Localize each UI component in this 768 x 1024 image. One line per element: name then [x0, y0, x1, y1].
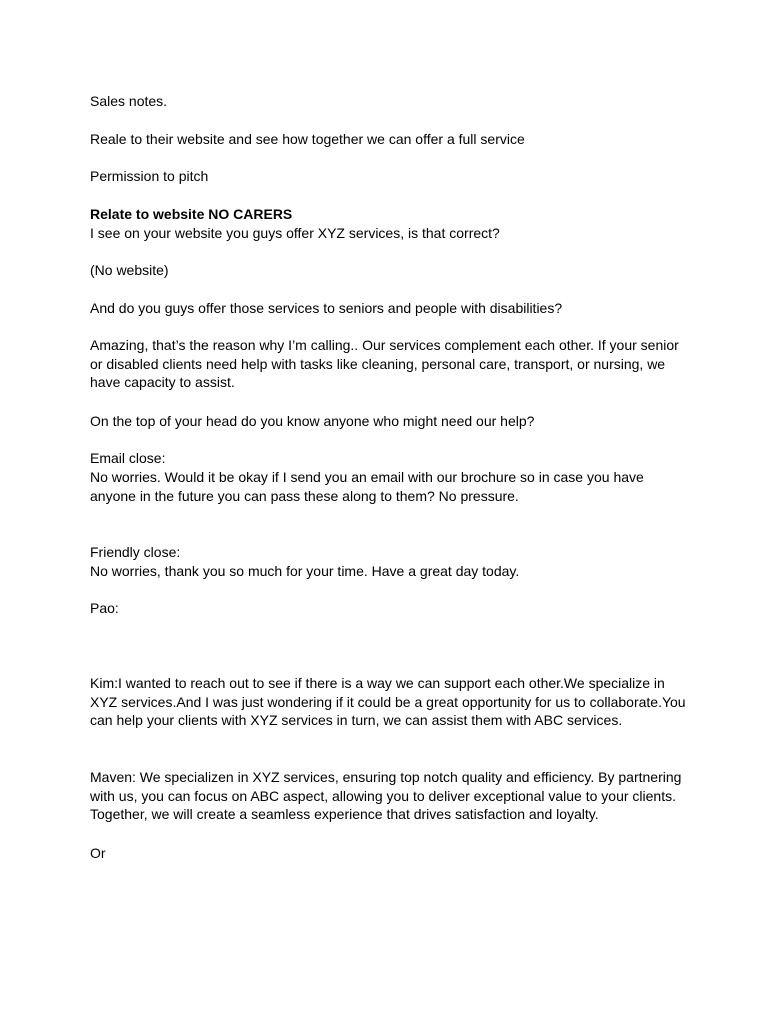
paragraph-line: have capacity to assist. — [90, 374, 235, 391]
paragraph-line: Kim:I wanted to reach out to see if there is a way we can support each other.We specialize in — [90, 675, 665, 691]
section-heading: Relate to website NO CARERS — [90, 206, 293, 222]
no-website-note: (No website) — [90, 262, 169, 278]
kim-paragraph — [90, 674, 690, 730]
paragraph-line: Together, we will create a seamless experience that drives satisfaction and loyalty. — [90, 806, 599, 823]
paragraph-line: No worries. Would it be okay if I send you an email with our brochure so in case you have — [90, 469, 644, 485]
maven-paragraph — [90, 768, 690, 824]
intro-line: Reale to their website and see how together we can offer a full service — [90, 131, 525, 147]
friendly-close-text: No worries, thank you so much for your time. Have a great day today. — [90, 563, 520, 579]
website-question: I see on your website you guys offer XYZ services, is that correct? — [90, 225, 500, 241]
paragraph-line: or disabled clients need help with tasks like cleaning, personal care, transport, or nursing, we — [90, 355, 666, 372]
paragraph-line: with us, you can focus on ABC aspect, allowing you to deliver exceptional value to your clients. — [90, 787, 676, 804]
referral-question: On the top of your head do you know anyone who might need our help? — [90, 413, 535, 429]
paragraph-line: Amazing, that’s the reason why I’m calling.. Our services complement each other. If your senior — [90, 337, 679, 353]
or-label: Or — [90, 845, 106, 861]
paragraph-line: can help your clients with XYZ services in turn, we can assist them with ABC services. — [90, 712, 623, 729]
paragraph-line: anyone in the future you can pass these along to them? No pressure. — [90, 487, 519, 504]
pao-label: Pao: — [90, 600, 119, 616]
email-close-label: Email close: — [90, 450, 166, 466]
paragraph-line: XYZ services.And I was just wondering if it could be a great opportunity for us to collaborate.You — [90, 693, 686, 710]
permission-line: Permission to pitch — [90, 168, 209, 184]
friendly-close-label: Friendly close: — [90, 544, 181, 560]
amazing-paragraph — [90, 336, 690, 392]
paragraph-line: Maven: We specializen in XYZ services, ensuring top notch quality and efficiency. By partnering — [90, 769, 682, 785]
document-title: Sales notes. — [90, 93, 168, 109]
email-close-paragraph — [90, 468, 690, 505]
seniors-question: And do you guys offer those services to seniors and people with disabilities? — [90, 300, 563, 316]
